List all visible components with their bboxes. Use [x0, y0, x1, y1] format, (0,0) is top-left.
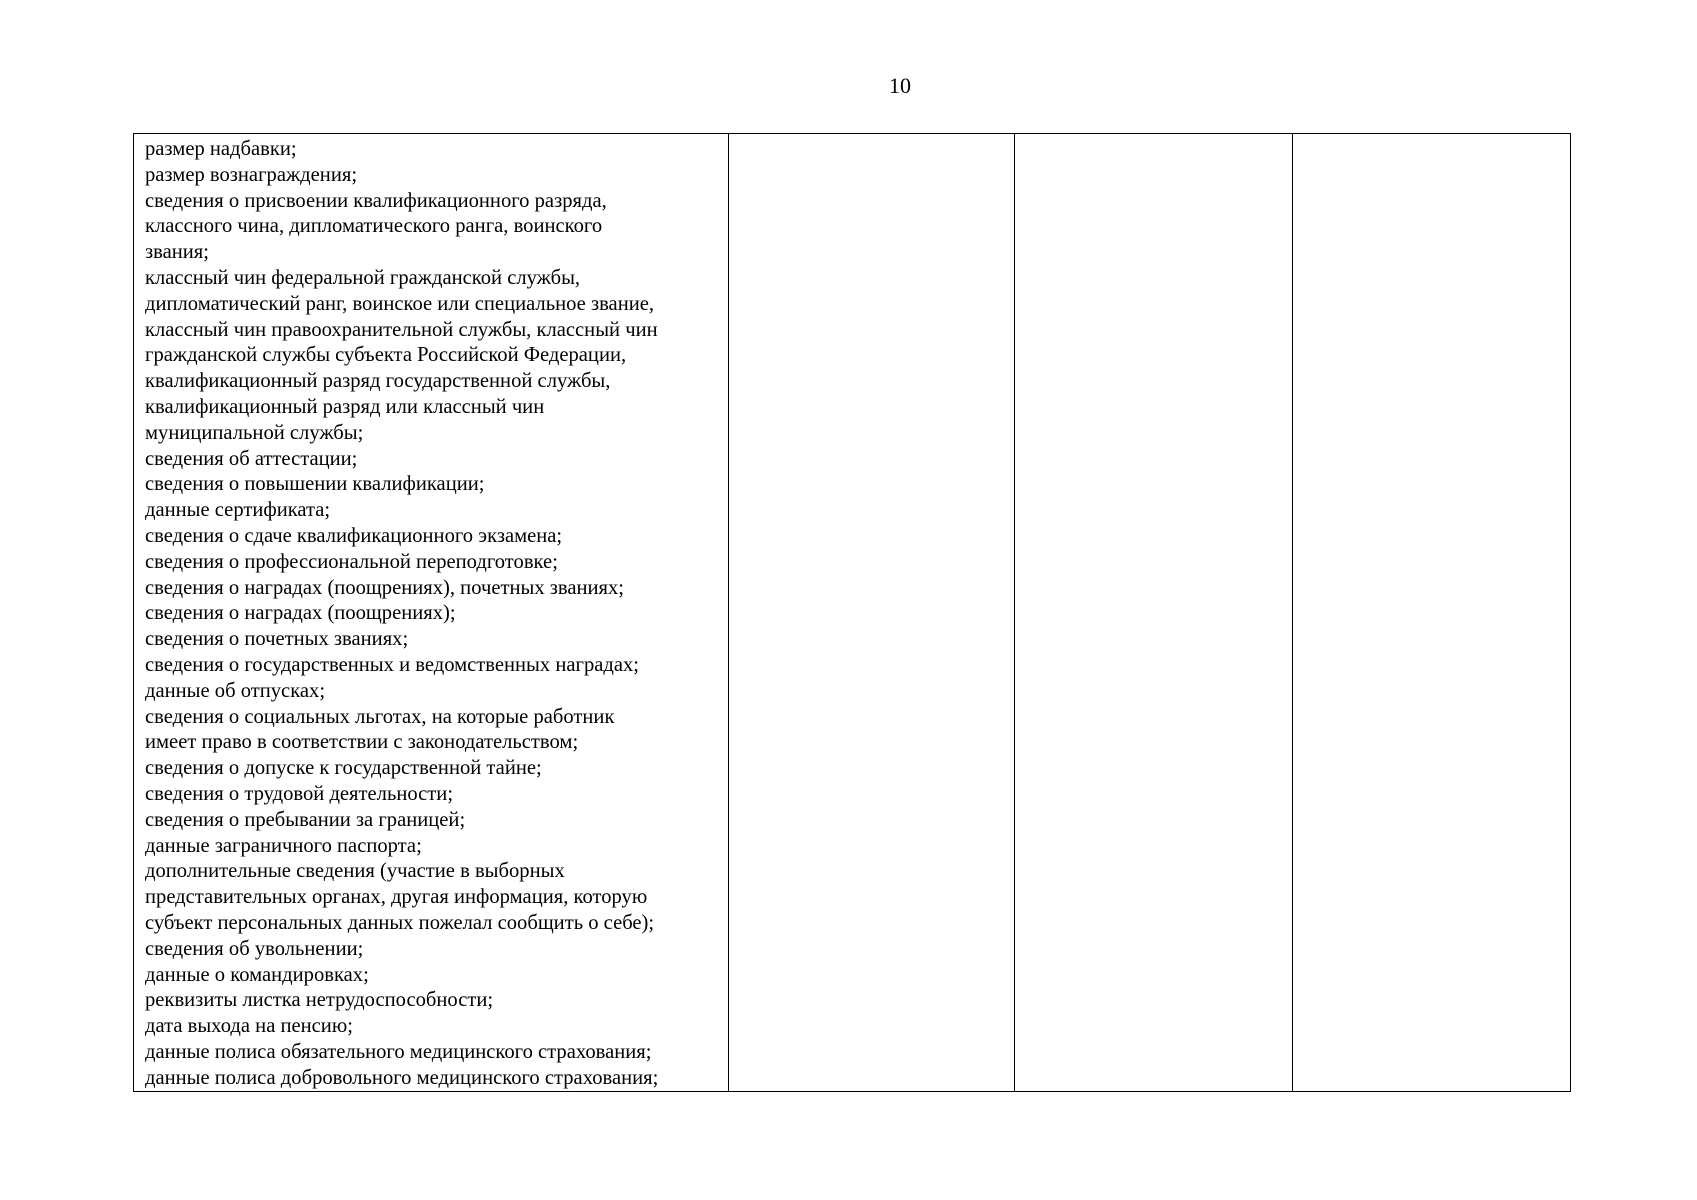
data-list-line: сведения о наградах (поощрениях);: [145, 602, 456, 625]
data-list-line: размер вознаграждения;: [145, 163, 358, 186]
data-list-line: дата выхода на пенсию;: [145, 1015, 353, 1038]
data-list-line: сведения о профессиональной переподготовке;: [145, 550, 558, 573]
data-list-line: данные полиса добровольного медицинского страхования;: [145, 1066, 659, 1089]
data-list-line: сведения о почетных званиях;: [145, 628, 409, 651]
data-list-line: сведения об увольнении;: [145, 937, 364, 960]
data-list-line: квалификационный разряд государственной службы,: [145, 370, 611, 393]
data-list-line: представительных органах, другая информация, которую: [145, 886, 648, 909]
data-list-line: субъект персональных данных пожелал сообщить о себе);: [145, 911, 655, 934]
data-list-line: данные полиса обязательного медицинского страхования;: [145, 1040, 652, 1063]
page-number: 10: [889, 73, 911, 98]
table-row: [134, 134, 1571, 1092]
data-list-line: сведения о наградах (поощрениях), почетных званиях;: [145, 576, 625, 599]
table-cell-empty-3: [1015, 134, 1293, 1092]
data-list-text: [134, 134, 728, 1091]
data-list-line: данные об отпусках;: [145, 679, 326, 702]
data-list-line: дипломатический ранг, воинское или специальное звание,: [145, 292, 655, 315]
data-list-line: сведения о присвоении квалификационного разряда,: [145, 189, 607, 212]
data-list-line: сведения о повышении квалификации;: [145, 473, 485, 496]
data-list-line: сведения об аттестации;: [145, 447, 358, 470]
data-list-line: классного чина, дипломатического ранга, воинского: [145, 215, 603, 238]
table-cell-empty-4: [1293, 134, 1571, 1092]
data-list-line: сведения о социальных льготах, на которые работник: [145, 705, 615, 728]
data-list-line: данные заграничного паспорта;: [145, 834, 422, 857]
data-list-line: звания;: [145, 241, 209, 264]
data-list-line: сведения о сдаче квалификационного экзамена;: [145, 524, 563, 547]
data-list-line: гражданской службы субъекта Российской Федерации,: [145, 344, 627, 367]
data-list-line: сведения о государственных и ведомственных наградах;: [145, 653, 640, 676]
data-list-line: размер надбавки;: [145, 138, 297, 160]
data-list-line: имеет право в соответствии с законодательством;: [145, 731, 579, 754]
data-list-line: данные о командировках;: [145, 963, 369, 986]
data-list-line: муниципальной службы;: [145, 421, 364, 444]
data-list-line: дополнительные сведения (участие в выборных: [145, 860, 565, 883]
data-list-line: сведения о пребывании за границей;: [145, 808, 466, 831]
table-cell-empty-2: [729, 134, 1015, 1092]
data-list-line: данные сертификата;: [145, 499, 331, 522]
data-list-line: реквизиты листка нетрудоспособности;: [145, 989, 494, 1012]
data-list-line: классный чин федеральной гражданской службы,: [145, 266, 581, 289]
document-table: [133, 133, 1571, 1092]
table-cell-data-list: [134, 134, 729, 1092]
data-list-line: квалификационный разряд или классный чин: [145, 395, 545, 418]
data-list-line: классный чин правоохранительной службы, классный чин: [145, 318, 658, 341]
data-list-line: сведения о трудовой деятельности;: [145, 782, 454, 805]
data-list-line: сведения о допуске к государственной тайне;: [145, 757, 542, 780]
